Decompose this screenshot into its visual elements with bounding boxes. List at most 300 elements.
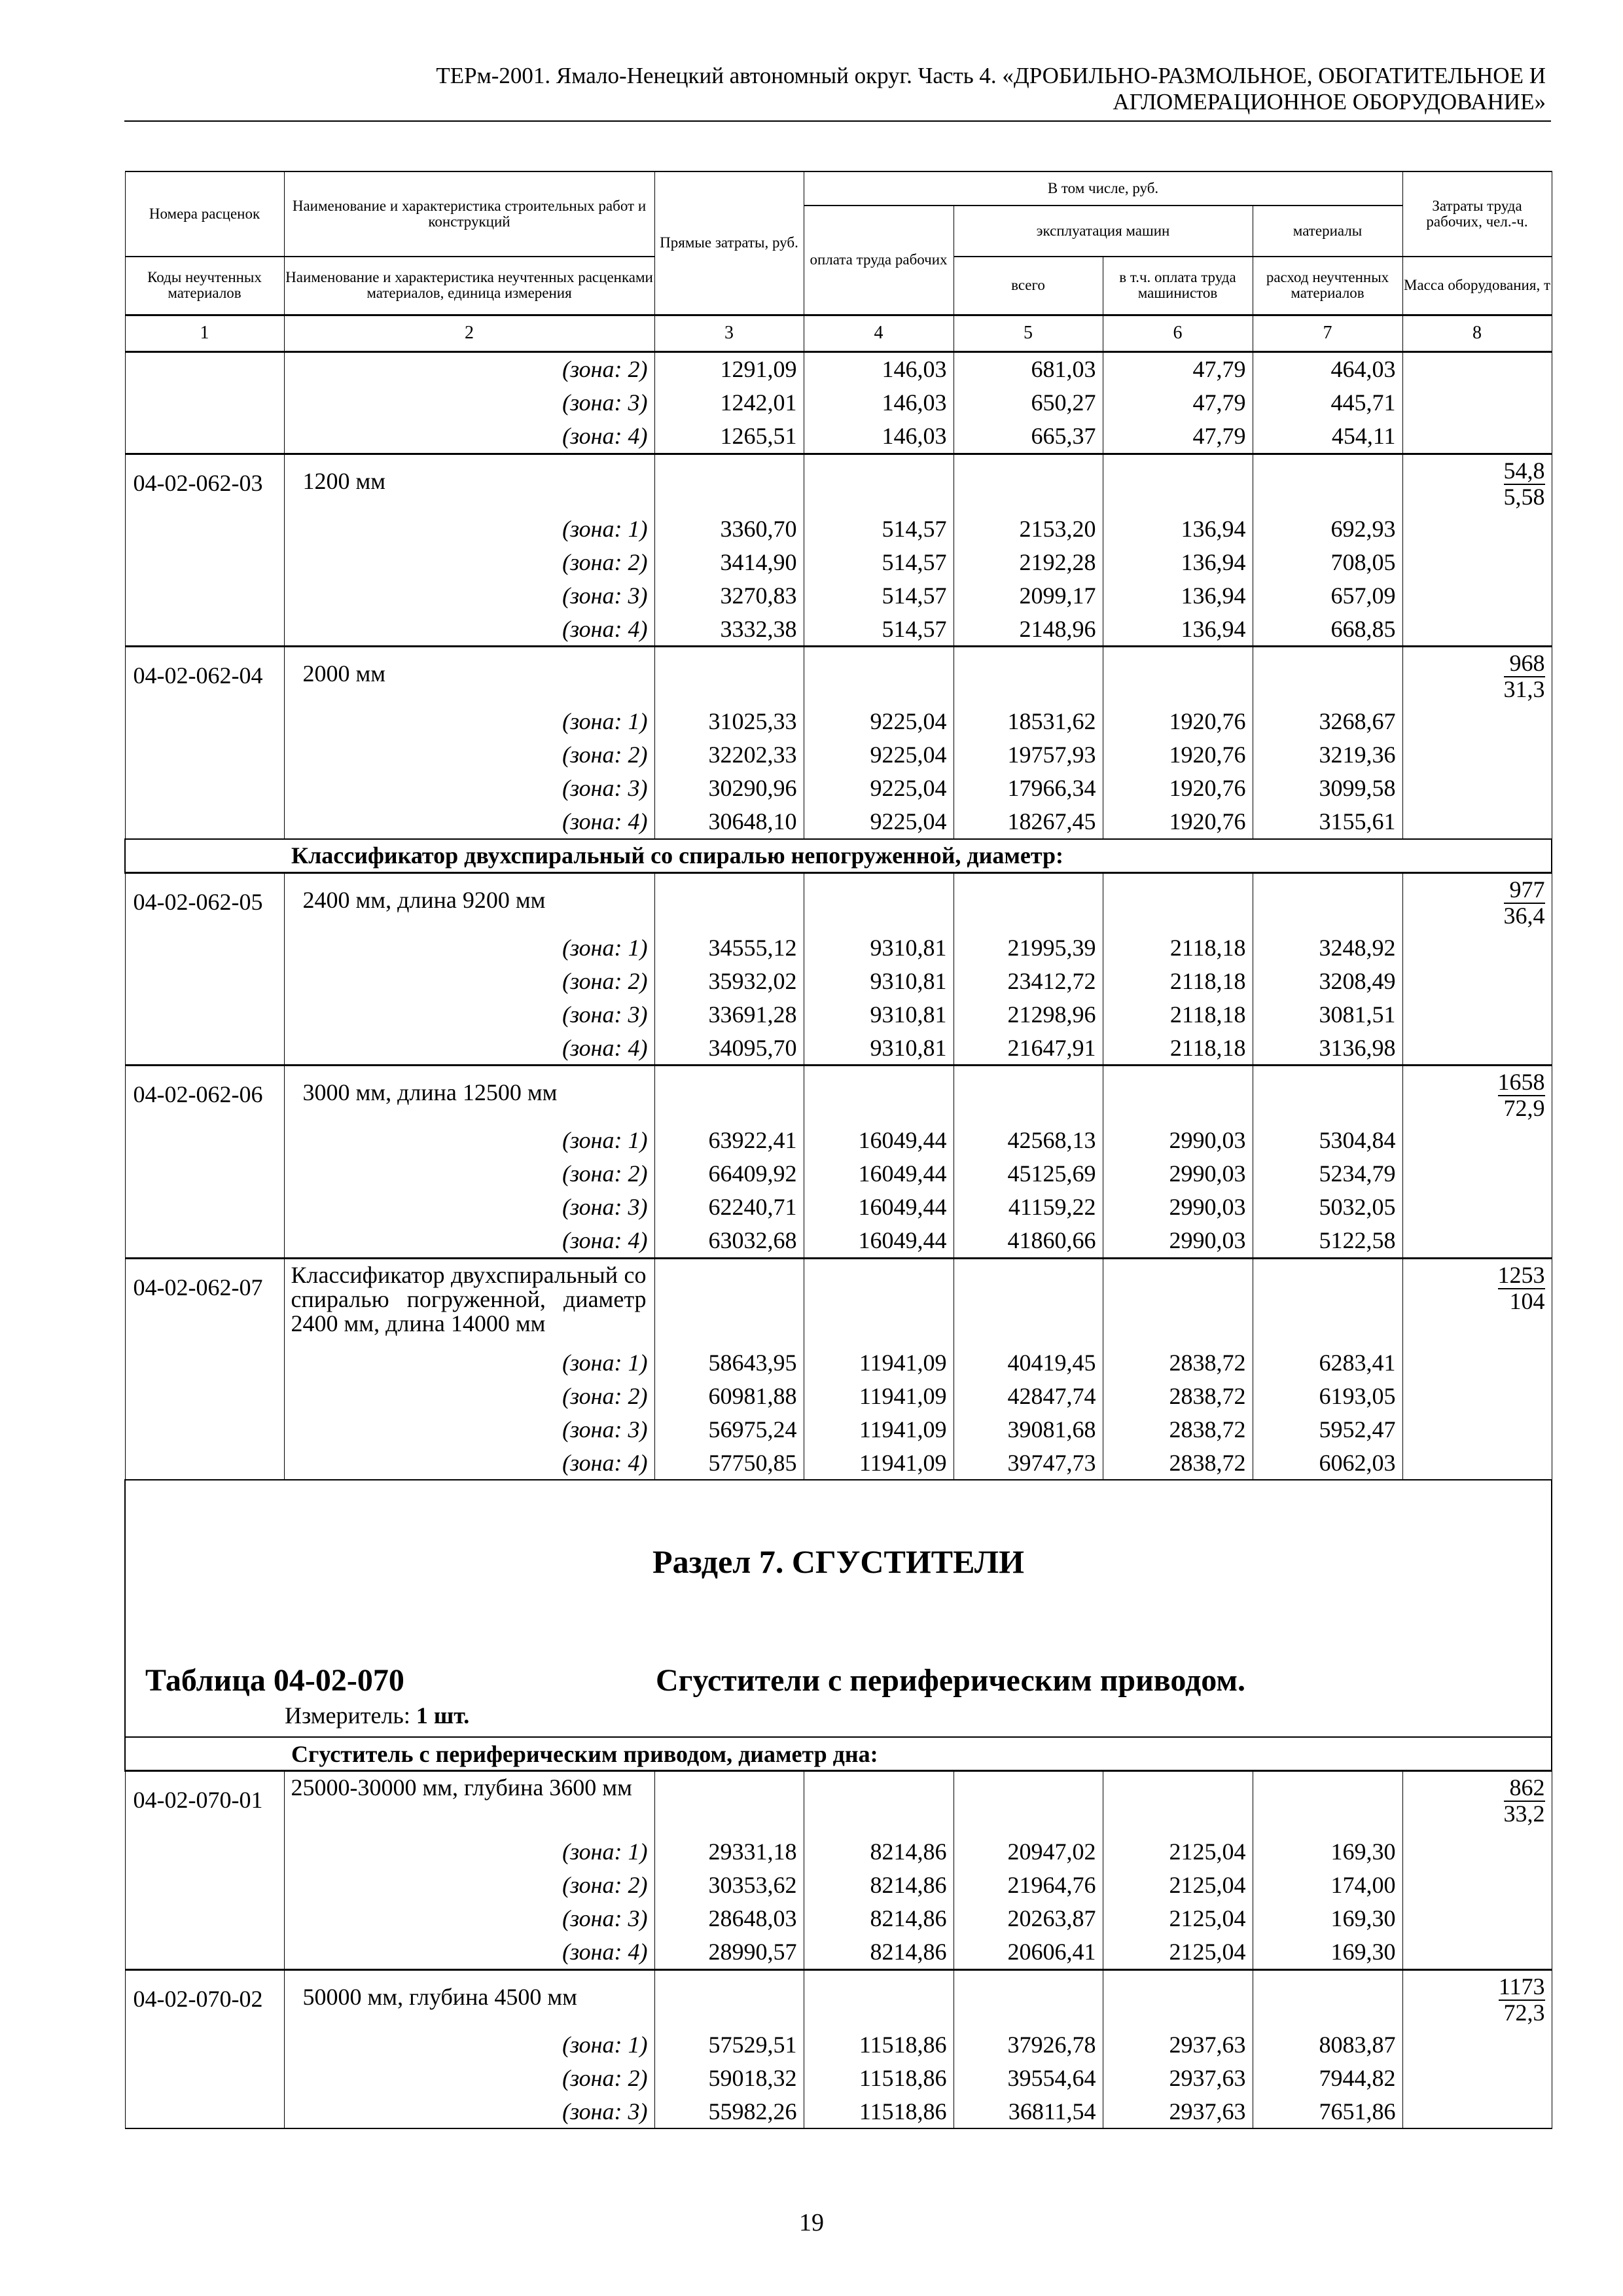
column-number: 8 (1402, 315, 1552, 351)
zone-value: 36811,54 (954, 2094, 1103, 2128)
zone-value: 3081,51 (1253, 997, 1402, 1031)
zone-value: 3136,98 (1253, 1031, 1402, 1066)
labor-hours: 1253 (1497, 1261, 1545, 1288)
rate-name: Классификатор двухспиральный со спиралью погруженной, диаметр 2400 мм, длина 14000 мм (284, 1258, 654, 1346)
header-rule (124, 120, 1551, 122)
zone-label: (зона: 2) (284, 1379, 654, 1412)
zone-value: 57529,51 (654, 2028, 804, 2061)
zone-value: 3208,49 (1253, 964, 1402, 997)
zone-value: 57750,85 (654, 1446, 804, 1480)
zone-value: 9225,04 (804, 705, 954, 738)
empty-cell (954, 1258, 1103, 1346)
zone-row (125, 738, 1552, 772)
zone-value: 1920,76 (1103, 705, 1253, 738)
zone-row (125, 579, 1552, 612)
zone-row (125, 512, 1552, 545)
empty-cell (1253, 1258, 1402, 1346)
zone-row (125, 545, 1552, 579)
zone-label: (зона: 3) (284, 579, 654, 612)
empty-cell (1103, 1969, 1253, 2028)
running-header-line-1: ТЕРм-2001. Ямало-Ненецкий автономный округ. Часть 4. «ДРОБИЛЬНО-РАЗМОЛЬНОЕ, ОБОГАТИТЕЛЬНОЕ И (436, 63, 1546, 88)
col-header-material-names: Наименование и характеристика неучтенных расценками материалов, единица измерения (284, 257, 654, 315)
zone-value: 2153,20 (954, 512, 1103, 545)
zone-value: 33691,28 (654, 997, 804, 1031)
zone-label: (зона: 3) (284, 1191, 654, 1224)
labor-mass-empty (1402, 351, 1552, 454)
zone-row (125, 386, 1552, 420)
zone-value: 41159,22 (954, 1191, 1103, 1224)
section-content (126, 1480, 1551, 1736)
zone-value: 7651,86 (1253, 2094, 1402, 2128)
zone-row (125, 964, 1552, 997)
zone-row (125, 1902, 1552, 1935)
labor-mass (1402, 454, 1552, 647)
zone-row (125, 1346, 1552, 1379)
zone-value: 59018,32 (654, 2061, 804, 2094)
zone-label: (зона: 1) (284, 931, 654, 964)
zone-value: 60981,88 (654, 1379, 804, 1412)
equipment-mass: 31,3 (1503, 676, 1545, 702)
zone-value: 55982,26 (654, 2094, 804, 2128)
table-number: Таблица 04-02-070 (145, 1663, 404, 1698)
empty-cell (654, 1258, 804, 1346)
zone-value: 11941,09 (804, 1346, 954, 1379)
zone-label: (зона: 4) (284, 1031, 654, 1066)
zone-label: (зона: 3) (284, 1412, 654, 1446)
zone-value: 9225,04 (804, 805, 954, 839)
zone-value: 21964,76 (954, 1869, 1103, 1902)
zone-value: 692,93 (1253, 512, 1402, 545)
zone-row (125, 772, 1552, 805)
empty-cell (1103, 1771, 1253, 1835)
zone-value: 3268,67 (1253, 705, 1402, 738)
table-name: Сгустители с периферическим приводом. (656, 1663, 1246, 1698)
empty-cell (654, 872, 804, 931)
zone-value: 17966,34 (954, 772, 1103, 805)
zone-value: 28648,03 (654, 1902, 804, 1935)
empty-cell (804, 872, 954, 931)
zone-value: 2838,72 (1103, 1379, 1253, 1412)
group-heading-row (125, 839, 1552, 873)
zone-value: 2118,18 (1103, 997, 1253, 1031)
rate-header-row (125, 647, 1552, 705)
zone-value: 146,03 (804, 386, 954, 420)
rate-header-row (125, 872, 1552, 931)
price-table (124, 171, 1552, 2129)
zone-value: 464,03 (1253, 351, 1402, 386)
zone-value: 16049,44 (804, 1124, 954, 1157)
zone-label: (зона: 4) (284, 420, 654, 454)
zone-row (125, 420, 1552, 454)
zone-row (125, 1935, 1552, 1970)
zone-label: (зона: 3) (284, 997, 654, 1031)
zone-row (125, 2094, 1552, 2128)
empty-cell (954, 1066, 1103, 1124)
equipment-mass: 72,3 (1503, 1999, 1545, 2026)
zone-row (125, 1379, 1552, 1412)
zone-row (125, 1224, 1552, 1259)
zone-value: 41860,66 (954, 1224, 1103, 1259)
zone-value: 514,57 (804, 545, 954, 579)
zone-label: (зона: 1) (284, 1835, 654, 1869)
empty-cell (804, 1066, 954, 1124)
zone-value: 2125,04 (1103, 1902, 1253, 1935)
zone-value: 3360,70 (654, 512, 804, 545)
zone-value: 5032,05 (1253, 1191, 1402, 1224)
section-block (125, 1480, 1552, 1737)
equipment-mass: 104 (1509, 1287, 1545, 1314)
column-number: 1 (125, 315, 284, 351)
zone-value: 11518,86 (804, 2094, 954, 2128)
zone-value: 63032,68 (654, 1224, 804, 1259)
zone-value: 42568,13 (954, 1124, 1103, 1157)
empty-cell (1103, 647, 1253, 705)
col-header-machines: эксплуатация машин (954, 206, 1253, 257)
zone-value: 11518,86 (804, 2028, 954, 2061)
zone-label: (зона: 3) (284, 2094, 654, 2128)
empty-cell (804, 1969, 954, 2028)
rate-header-row (125, 1969, 1552, 2028)
zone-value: 8214,86 (804, 1935, 954, 1970)
zone-value: 2125,04 (1103, 1935, 1253, 1970)
zone-value: 2937,63 (1103, 2028, 1253, 2061)
zone-value: 1920,76 (1103, 805, 1253, 839)
section-title: Раздел 7. СГУСТИТЕЛИ (652, 1543, 1024, 1580)
zone-value: 2990,03 (1103, 1124, 1253, 1157)
col-header-machines-total: всего (954, 257, 1103, 315)
labor-mass (1402, 1771, 1552, 1970)
rate-code: 04-02-062-06 (125, 1066, 284, 1259)
labor-mass (1402, 647, 1552, 839)
empty-cell (1253, 1771, 1402, 1835)
zone-label: (зона: 4) (284, 1935, 654, 1970)
zone-row (125, 2028, 1552, 2061)
zone-label: (зона: 2) (284, 545, 654, 579)
empty-cell (804, 1771, 954, 1835)
empty-cell (1253, 454, 1402, 512)
zone-value: 2125,04 (1103, 1835, 1253, 1869)
rate-header-row (125, 1258, 1552, 1346)
zone-label: (зона: 2) (284, 2061, 654, 2094)
zone-value: 169,30 (1253, 1935, 1402, 1970)
empty-cell (804, 1258, 954, 1346)
zone-value: 39081,68 (954, 1412, 1103, 1446)
zone-value: 31025,33 (654, 705, 804, 738)
zone-value: 2125,04 (1103, 1869, 1253, 1902)
zone-label: (зона: 3) (284, 386, 654, 420)
zone-row (125, 1124, 1552, 1157)
zone-row (125, 1157, 1552, 1191)
zone-value: 21995,39 (954, 931, 1103, 964)
zone-value: 1242,01 (654, 386, 804, 420)
zone-value: 8214,86 (804, 1902, 954, 1935)
measure-label: Измеритель: (285, 1702, 410, 1729)
empty-cell (1103, 872, 1253, 931)
zone-row (125, 2061, 1552, 2094)
zone-value: 681,03 (954, 351, 1103, 386)
zone-value: 2192,28 (954, 545, 1103, 579)
empty-cell (654, 454, 804, 512)
empty-cell (954, 1771, 1103, 1835)
rate-name: 2400 мм, длина 9200 мм (284, 872, 654, 931)
zone-value: 47,79 (1103, 420, 1253, 454)
col-header-including-group: В том числе, руб. (804, 171, 1402, 206)
zone-value: 9310,81 (804, 964, 954, 997)
zone-value: 1920,76 (1103, 738, 1253, 772)
zone-value: 5952,47 (1253, 1412, 1402, 1446)
labor-mass-fraction (1504, 651, 1545, 701)
zone-value: 8214,86 (804, 1869, 954, 1902)
zone-value: 146,03 (804, 351, 954, 386)
zone-value: 11518,86 (804, 2061, 954, 2094)
zone-value: 8083,87 (1253, 2028, 1402, 2061)
zone-value: 174,00 (1253, 1869, 1402, 1902)
empty-cell (954, 872, 1103, 931)
zone-value: 16049,44 (804, 1191, 954, 1224)
zone-row (125, 612, 1552, 647)
zone-value: 45125,69 (954, 1157, 1103, 1191)
empty-cell (1103, 1066, 1253, 1124)
page-number: 19 (799, 2209, 824, 2236)
group-heading: Сгуститель с периферическим приводом, диаметр дна: (125, 1737, 1552, 1771)
zone-value: 136,94 (1103, 512, 1253, 545)
equipment-mass: 36,4 (1503, 902, 1545, 929)
zone-row (125, 931, 1552, 964)
zone-value: 39554,64 (954, 2061, 1103, 2094)
col-header-equipment-mass: Масса оборудования, т (1402, 257, 1552, 315)
rate-name: 3000 мм, длина 12500 мм (284, 1066, 654, 1124)
rate-name: 25000-30000 мм, глубина 3600 мм (284, 1771, 654, 1835)
column-number: 4 (804, 315, 954, 351)
zone-label: (зона: 4) (284, 612, 654, 647)
rate-code: 04-02-062-03 (125, 454, 284, 647)
zone-row (125, 1031, 1552, 1066)
zone-value: 514,57 (804, 579, 954, 612)
zone-label: (зона: 1) (284, 512, 654, 545)
zone-value: 1265,51 (654, 420, 804, 454)
labor-mass (1402, 1969, 1552, 2128)
zone-value: 6062,03 (1253, 1446, 1402, 1480)
zone-value: 20263,87 (954, 1902, 1103, 1935)
zone-value: 6283,41 (1253, 1346, 1402, 1379)
labor-mass-fraction (1504, 1776, 1545, 1825)
zone-value: 11941,09 (804, 1412, 954, 1446)
empty-cell (954, 1969, 1103, 2028)
zone-value: 21298,96 (954, 997, 1103, 1031)
zone-value: 5122,58 (1253, 1224, 1402, 1259)
empty-cell (1103, 1258, 1253, 1346)
zone-value: 16049,44 (804, 1224, 954, 1259)
col-header-worker-pay: оплата труда рабочих (804, 206, 954, 315)
empty-cell (804, 454, 954, 512)
column-number: 5 (954, 315, 1103, 351)
group-heading: Классификатор двухспиральный со спиралью непогруженной, диаметр: (125, 839, 1552, 873)
zone-value: 18267,45 (954, 805, 1103, 839)
empty-cell (654, 1066, 804, 1124)
zone-value: 11941,09 (804, 1446, 954, 1480)
empty-cell (654, 1969, 804, 2028)
labor-hours: 977 (1504, 878, 1545, 904)
empty-cell (1253, 872, 1402, 931)
col-header-rate-number: Номера расценок (125, 171, 284, 257)
zone-value: 56975,24 (654, 1412, 804, 1446)
zone-value: 3219,36 (1253, 738, 1402, 772)
zone-value: 2838,72 (1103, 1446, 1253, 1480)
labor-hours: 1658 (1497, 1069, 1545, 1095)
rate-header-row (125, 1771, 1552, 1835)
empty-cell (1253, 1066, 1402, 1124)
rate-code: 04-02-070-02 (125, 1969, 284, 2128)
rate-name: 2000 мм (284, 647, 654, 705)
labor-mass-fraction (1504, 459, 1545, 509)
empty-cell (1253, 647, 1402, 705)
zone-value: 136,94 (1103, 612, 1253, 647)
zone-value: 2118,18 (1103, 931, 1253, 964)
zone-row (125, 1446, 1552, 1480)
zone-row (125, 1412, 1552, 1446)
zone-value: 3414,90 (654, 545, 804, 579)
zone-value: 16049,44 (804, 1157, 954, 1191)
empty-cell (954, 647, 1103, 705)
zone-value: 650,27 (954, 386, 1103, 420)
empty-cell (1253, 1969, 1402, 2028)
labor-mass-fraction (1498, 1263, 1545, 1313)
zone-label: (зона: 4) (284, 1446, 654, 1480)
labor-hours: 862 (1504, 1776, 1545, 1802)
zone-row (125, 997, 1552, 1031)
zone-value: 668,85 (1253, 612, 1402, 647)
table-header (125, 171, 1552, 351)
zone-value: 47,79 (1103, 351, 1253, 386)
zone-value: 2118,18 (1103, 964, 1253, 997)
zone-value: 62240,71 (654, 1191, 804, 1224)
col-header-direct-costs: Прямые затраты, руб. (654, 171, 804, 315)
zone-label: (зона: 2) (284, 1869, 654, 1902)
zone-value: 58643,95 (654, 1346, 804, 1379)
zone-value: 2990,03 (1103, 1191, 1253, 1224)
empty-cell (804, 647, 954, 705)
zone-value: 21647,91 (954, 1031, 1103, 1066)
zone-value: 34555,12 (654, 931, 804, 964)
labor-hours: 54,8 (1503, 457, 1545, 484)
zone-value: 34095,70 (654, 1031, 804, 1066)
zone-value: 30290,96 (654, 772, 804, 805)
zone-value: 5304,84 (1253, 1124, 1402, 1157)
zone-label: (зона: 1) (284, 1124, 654, 1157)
rate-header-row (125, 454, 1552, 512)
zone-row (125, 1191, 1552, 1224)
zone-value: 2838,72 (1103, 1412, 1253, 1446)
zone-row (125, 705, 1552, 738)
zone-value: 3155,61 (1253, 805, 1402, 839)
zone-label: (зона: 1) (284, 2028, 654, 2061)
zone-label: (зона: 2) (284, 738, 654, 772)
zone-row (125, 351, 1552, 386)
rate-code: 04-02-070-01 (125, 1771, 284, 1970)
zone-value: 30648,10 (654, 805, 804, 839)
labor-mass (1402, 1066, 1552, 1259)
zone-value: 40419,45 (954, 1346, 1103, 1379)
zone-value: 3248,92 (1253, 931, 1402, 964)
column-number: 7 (1253, 315, 1402, 351)
zone-value: 136,94 (1103, 545, 1253, 579)
zone-value: 32202,33 (654, 738, 804, 772)
zone-value: 5234,79 (1253, 1157, 1402, 1191)
zone-value: 169,30 (1253, 1835, 1402, 1869)
zone-value: 445,71 (1253, 386, 1402, 420)
zone-label: (зона: 3) (284, 1902, 654, 1935)
labor-mass-fraction (1498, 1070, 1545, 1120)
rate-code: 04-02-062-04 (125, 647, 284, 839)
rate-name: 1200 мм (284, 454, 654, 512)
zone-value: 23412,72 (954, 964, 1103, 997)
zone-value: 20606,41 (954, 1935, 1103, 1970)
zone-value: 3332,38 (654, 612, 804, 647)
zone-value: 7944,82 (1253, 2061, 1402, 2094)
zone-value: 9310,81 (804, 1031, 954, 1066)
rate-code-empty (125, 351, 284, 454)
zone-value: 2937,63 (1103, 2094, 1253, 2128)
zone-value: 136,94 (1103, 579, 1253, 612)
zone-value: 169,30 (1253, 1902, 1402, 1935)
zone-value: 2990,03 (1103, 1224, 1253, 1259)
zone-value: 514,57 (804, 612, 954, 647)
zone-value: 19757,93 (954, 738, 1103, 772)
measure-unit (285, 1702, 469, 1729)
labor-hours: 1173 (1498, 1973, 1545, 2000)
section-row (125, 1480, 1552, 1737)
zone-value: 514,57 (804, 512, 954, 545)
empty-cell (954, 454, 1103, 512)
zone-value: 42847,74 (954, 1379, 1103, 1412)
zone-value: 1291,09 (654, 351, 804, 386)
zone-value: 9225,04 (804, 738, 954, 772)
zone-value: 3270,83 (654, 579, 804, 612)
zone-label: (зона: 4) (284, 805, 654, 839)
zone-label: (зона: 2) (284, 1157, 654, 1191)
equipment-mass: 33,2 (1503, 1801, 1545, 1827)
running-header-line-2: АГЛОМЕРАЦИОННОЕ ОБОРУДОВАНИЕ» (1113, 89, 1546, 115)
labor-mass (1402, 872, 1552, 1066)
col-header-operator-pay: в т.ч. оплата труда машинистов (1103, 257, 1253, 315)
column-number: 6 (1103, 315, 1253, 351)
zone-label: (зона: 4) (284, 1224, 654, 1259)
zone-value: 2937,63 (1103, 2061, 1253, 2094)
zone-label: (зона: 1) (284, 705, 654, 738)
rate-header-row (125, 1066, 1552, 1124)
zone-value: 39747,73 (954, 1446, 1103, 1480)
zone-value: 6193,05 (1253, 1379, 1402, 1412)
group-heading-row (125, 1737, 1552, 1771)
zone-value: 708,05 (1253, 545, 1402, 579)
rate-code: 04-02-062-05 (125, 872, 284, 1066)
col-header-labor: Затраты труда рабочих, чел.-ч. (1402, 171, 1552, 257)
zone-value: 63922,41 (654, 1124, 804, 1157)
zone-value: 2838,72 (1103, 1346, 1253, 1379)
zone-value: 1920,76 (1103, 772, 1253, 805)
labor-mass-fraction (1499, 1975, 1545, 2024)
zone-label: (зона: 3) (284, 772, 654, 805)
col-header-unaccounted-materials: расход неучтенных материалов (1253, 257, 1402, 315)
zone-value: 2118,18 (1103, 1031, 1253, 1066)
rate-name: 50000 мм, глубина 4500 мм (284, 1969, 654, 2028)
zone-value: 146,03 (804, 420, 954, 454)
column-number: 2 (284, 315, 654, 351)
zone-value: 18531,62 (954, 705, 1103, 738)
zone-value: 9310,81 (804, 931, 954, 964)
zone-row (125, 1835, 1552, 1869)
running-header (436, 63, 1546, 115)
